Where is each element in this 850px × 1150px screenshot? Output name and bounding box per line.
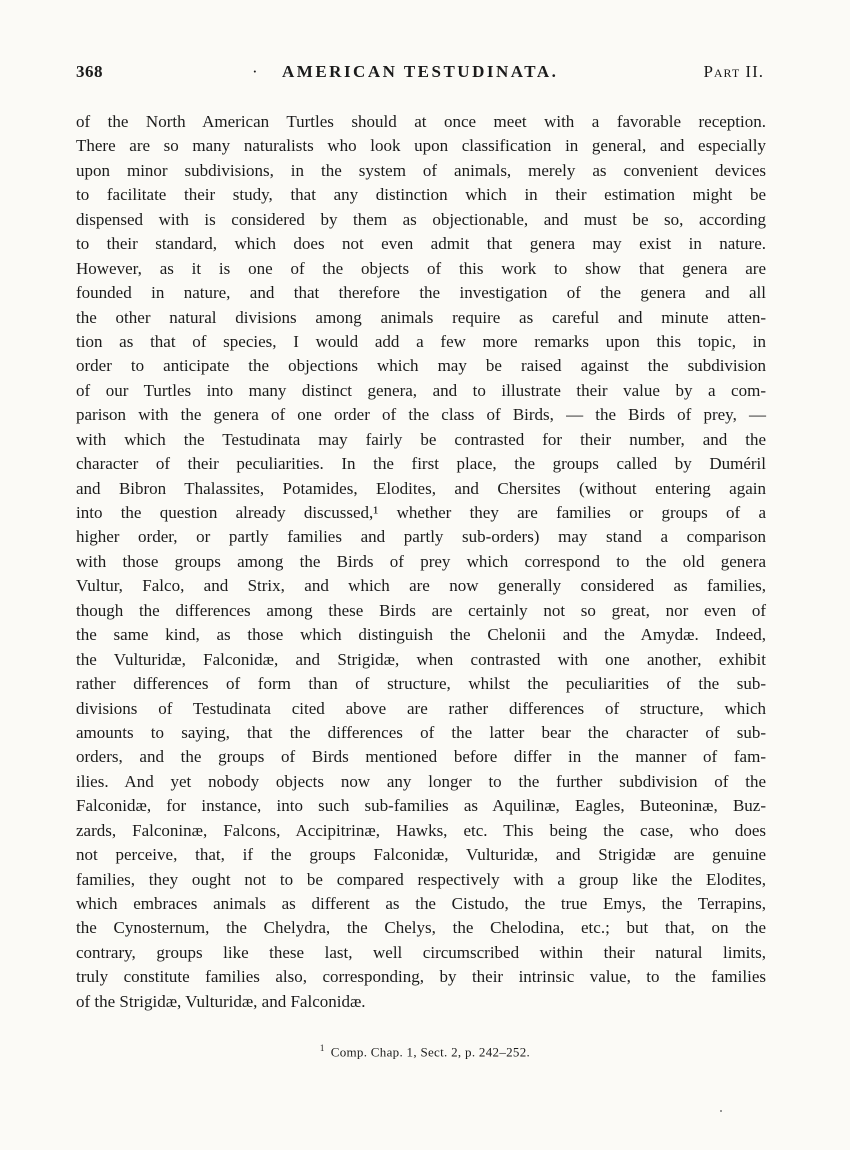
text-line: dispensed with is considered by them as objectionable, and must be so, according — [76, 209, 766, 229]
paper-speck — [720, 1110, 722, 1112]
body-text — [76, 110, 766, 1014]
text-line: There are so many naturalists who look upon classification in general, and especially — [76, 136, 766, 156]
text-line: orders, and the groups of Birds mentioned before differ in the manner of fam- — [76, 747, 766, 767]
page-number: 368 — [76, 62, 103, 81]
text-line: of the Strigidæ, Vulturidæ, and Falconidæ. — [76, 991, 366, 1011]
text-line: though the differences among these Birds are certainly not so great, nor even of — [76, 600, 766, 620]
text-line: and Bibron Thalassites, Potamides, Elodites, and Chersites (without entering again — [76, 478, 766, 498]
text-line: families, they ought not to be compared respectively with a group like the Elodites, — [76, 869, 766, 889]
text-line: zards, Falconinæ, Falcons, Accipitrinæ, Hawks, etc. This being the case, who does — [76, 820, 766, 840]
footnote-text: Comp. Chap. 1, Sect. 2, p. 242–252. — [330, 1044, 531, 1060]
footnote-marker: 1 — [319, 1043, 325, 1053]
text-line: to facilitate their study, that any distinction which in their estimation might be — [76, 185, 766, 205]
text-line: with those groups among the Birds of prey which correspond to the old genera — [76, 551, 766, 571]
text-line: to their standard, which does not even admit that genera may exist in nature. — [76, 234, 766, 254]
text-line: of our Turtles into many distinct genera, and to illustrate their value by a com- — [76, 380, 766, 400]
text-line: the same kind, as those which distinguish the Chelonii and the Amydæ. Indeed, — [76, 625, 766, 645]
text-line: not perceive, that, if the groups Falconidæ, Vulturidæ, and Strigidæ are genuine — [76, 845, 766, 865]
text-line: character of their peculiarities. In the first place, the groups called by Duméril — [76, 454, 766, 474]
footnote — [0, 1043, 850, 1060]
text-line: truly constitute families also, corresponding, by their intrinsic value, to the families — [76, 967, 766, 987]
text-line: the Cynosternum, the Chelydra, the Chelys, the Chelodina, etc.; but that, on the — [76, 918, 766, 938]
text-line: ilies. And yet nobody objects now any longer to the further subdivision of the — [76, 771, 766, 791]
text-line: upon minor subdivisions, in the system of animals, merely as convenient devices — [76, 160, 766, 180]
text-line: of the North American Turtles should at once meet with a favorable reception. — [76, 112, 766, 131]
header-separator: · — [252, 62, 259, 81]
running-header — [76, 62, 764, 88]
text-line: contrary, groups like these last, well circumscribed within their natural limits, — [76, 942, 766, 962]
text-line: which embraces animals as different as the Cistudo, the true Emys, the Terrapins, — [76, 894, 766, 913]
text-line: founded in nature, and that therefore the investigation of the genera and all — [76, 283, 766, 303]
part-label: Part II. — [703, 62, 764, 81]
text-line: tion as that of species, I would add a few more remarks upon this topic, in — [76, 331, 766, 351]
text-line: higher order, or partly families and partly sub-orders) may stand a comparison — [76, 527, 766, 547]
text-line: with which the Testudinata may fairly be contrasted for their number, and the — [76, 429, 766, 449]
text-line: parison with the genera of one order of the class of Birds, — the Birds of prey, — — [76, 405, 766, 425]
running-title: AMERICAN TESTUDINATA. — [282, 62, 559, 81]
text-line: However, as it is one of the objects of this work to show that genera are — [76, 258, 766, 278]
text-line: Vultur, Falco, and Strix, and which are now generally considered as families, — [76, 576, 766, 596]
text-line: order to anticipate the objections which may be raised against the subdivision — [76, 356, 766, 376]
text-line: the Vulturidæ, Falconidæ, and Strigidæ, when contrasted with one another, exhibit — [76, 649, 766, 669]
text-line: amounts to saying, that the differences of the latter bear the character of sub- — [76, 722, 766, 742]
text-line: the other natural divisions among animals require as careful and minute atten- — [76, 307, 766, 327]
text-line: divisions of Testudinata cited above are rather differences of structure, which — [76, 698, 766, 718]
text-line: rather differences of form than of structure, whilst the peculiarities of the sub- — [76, 674, 766, 694]
text-line: into the question already discussed,¹ whether they are families or groups of a — [76, 503, 766, 522]
text-line: Falconidæ, for instance, into such sub-families as Aquilinæ, Eagles, Buteoninæ, Buz- — [76, 796, 766, 816]
